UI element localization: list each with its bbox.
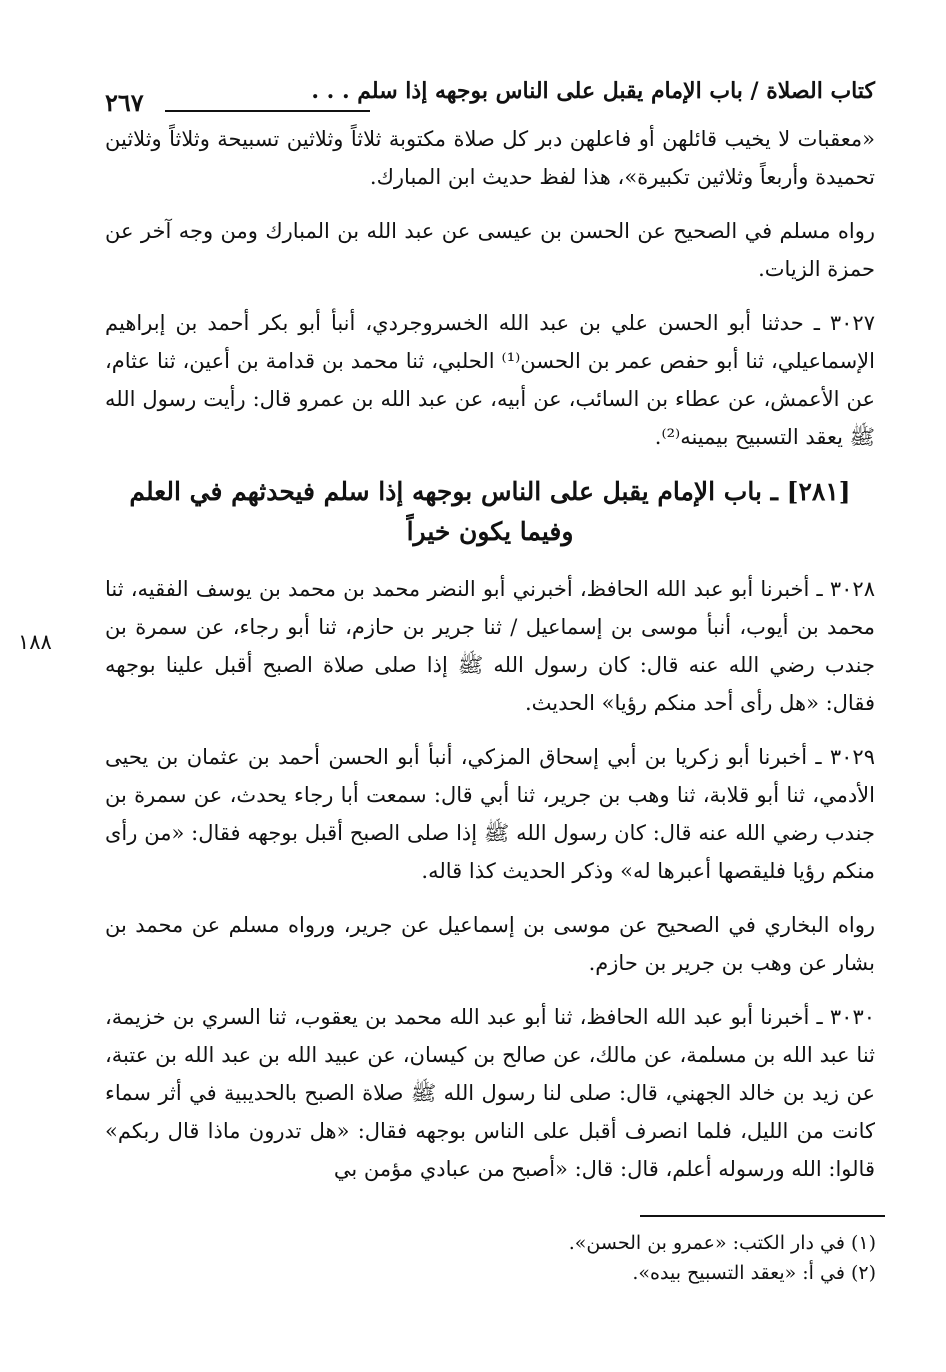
section-heading: [٢٨١] ـ باب الإمام يقبل على الناس بوجهه إذا سلم فيحدثهم في العلم وفيما يكون خيراً bbox=[129, 477, 851, 546]
hadith-3028: ٣٠٢٨ ـ أخبرنا أبو عبد الله الحافظ، أخبرني أبو النضر محمد بن محمد بن يوسف الفقيه، ثنا محمد بن أيوب، أنبأ موسى بن إسماعيل / ثنا جرير بن حازم، ثنا أبو رجاء، عن سمرة بن جندب رضي الله عنه قال: كان رسول الله ﷺ إذا صلى صلاة الصبح أقبل علينا بوجهه فقال: «هل رأى أحد منكم رؤيا» الحديث. bbox=[105, 577, 875, 715]
footnote-rule bbox=[640, 1215, 885, 1217]
paragraph: «معقبات لا يخيب قائلهن أو فاعلهن دبر كل صلاة مكتوبة ثلاثاً وثلاثين تسبيحة وثلاثاً وثلاثين تحميدة وأربعاً وثلاثين تكبيرة»، هذا لفظ حديث ابن المبارك. bbox=[105, 127, 875, 189]
footnote: (١) في دار الكتب: «عمرو بن الحسن». bbox=[568, 1232, 876, 1254]
paragraph: رواه مسلم في الصحيح عن الحسن بن عيسى عن عبد الله بن المبارك ومن وجه آخر عن حمزة الزيات. bbox=[105, 219, 875, 281]
margin-note: ١٨٨ bbox=[18, 630, 52, 654]
footnote: (٢) في أ: «يعقد التسبيح بيده». bbox=[632, 1262, 876, 1284]
running-title: كتاب الصلاة / باب الإمام يقبل على الناس بوجهه إذا سلم . . . bbox=[311, 78, 875, 104]
footnotes bbox=[276, 1228, 876, 1288]
paragraph: رواه البخاري في الصحيح عن موسى بن إسماعيل عن جرير، ورواه مسلم عن محمد بن بشار عن وهب بن جرير بن حازم. bbox=[105, 913, 875, 975]
hadith-3029: ٣٠٢٩ ـ أخبرنا أبو زكريا بن أبي إسحاق المزكي، أنبأ أبو الحسن أحمد بن عثمان بن يحيى الأدمي، ثنا أبو قلابة، ثنا وهب بن جرير، ثنا أبي قال: سمعت أبا رجاء يحدث، عن سمرة بن جندب رضي الله عنه قال: كان رسول الله ﷺ إذا صلى الصبح أقبل بوجهه فقال: «من رأى منكم رؤيا فليقصها أعبرها له» وذكر الحديث كذا قاله. bbox=[105, 745, 875, 883]
hadith-3030: ٣٠٣٠ ـ أخبرنا أبو عبد الله الحافظ، ثنا أبو عبد الله محمد بن يعقوب، ثنا السري بن خزيمة، ثنا عبد الله بن مسلمة، عن مالك، عن صالح بن كيسان، عن عبيد الله بن عبد الله بن عتبة، عن زيد بن خالد الجهني، قال: صلى لنا رسول الله ﷺ صلاة الصبح بالحديبية في أثر سماء كانت من الليل، فلما انصرف أقبل على الناس بوجهه فقال: «هل تدرون ماذا قال ربكم» قالوا: الله ورسوله أعلم، قال: قال: «أصبح من عبادي مؤمن بي bbox=[105, 1005, 876, 1181]
header-rule bbox=[165, 110, 370, 112]
hadith-3027: ٣٠٢٧ ـ حدثنا أبو الحسن علي بن عبد الله الخسروجردي، أنبأ أبو بكر أحمد بن إبراهيم الإسماعيلي، ثنا أبو حفص عمر بن الحسن⁽¹⁾ الحلبي، ثنا محمد بن قدامة بن أعين، ثنا عثام، عن الأعمش، عن عطاء بن السائب، عن أبيه، عن عبد الله بن عمرو قال: رأيت رسول الله ﷺ يعقد التسبيح بيمينه⁽²⁾. bbox=[105, 311, 875, 449]
running-header bbox=[105, 70, 875, 120]
page bbox=[105, 70, 875, 1204]
page-number: ٢٦٧ bbox=[105, 88, 144, 117]
